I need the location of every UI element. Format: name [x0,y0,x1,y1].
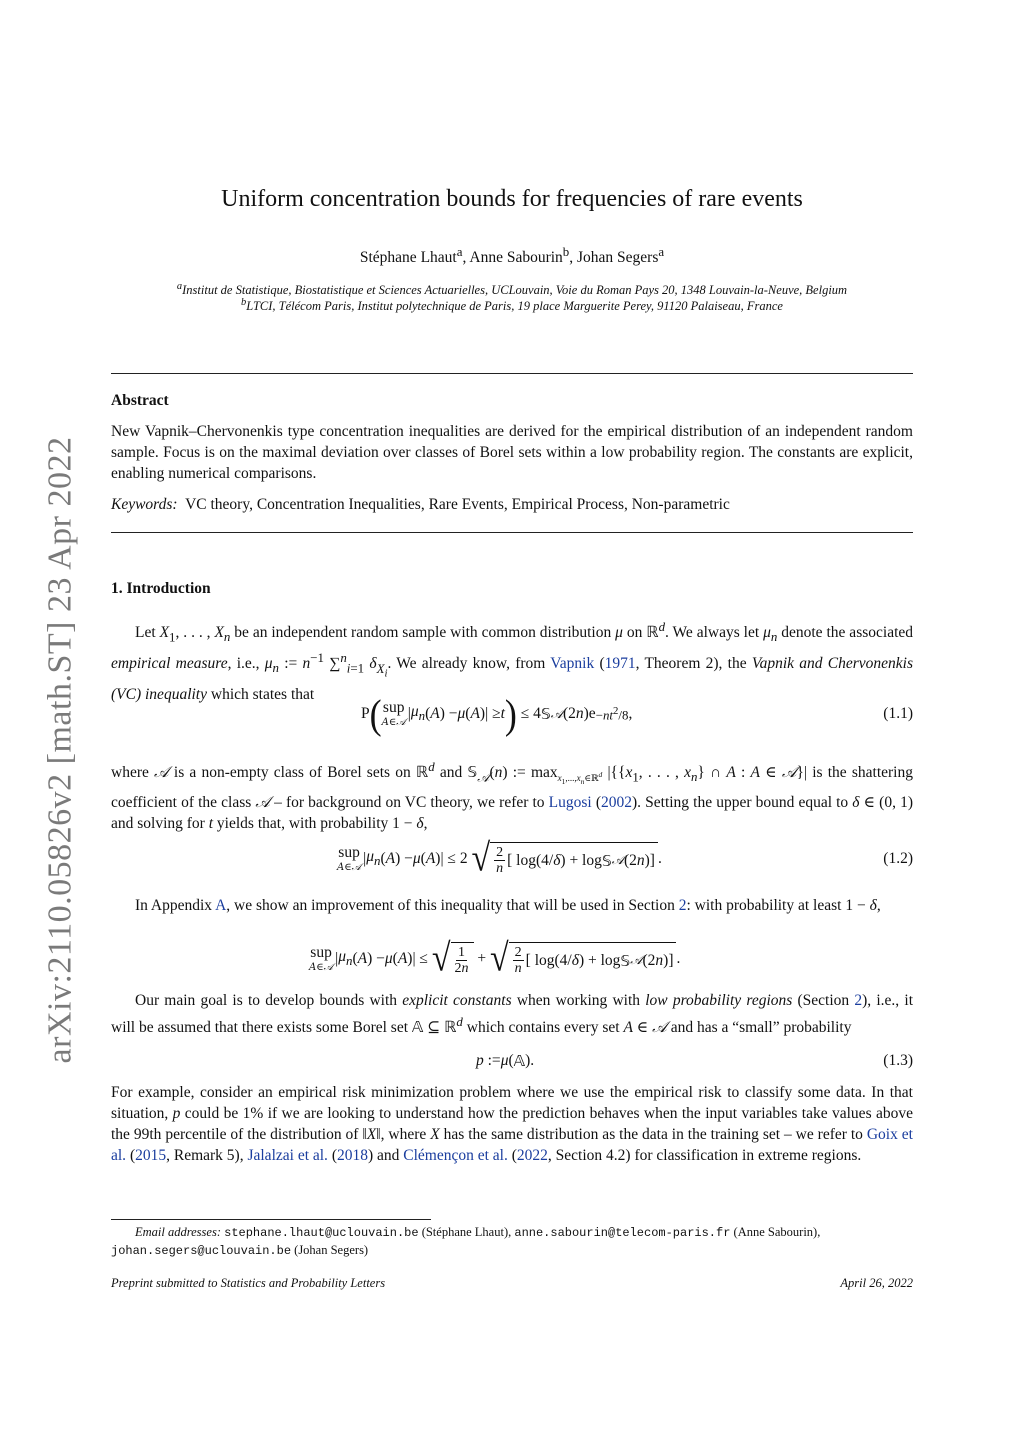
keywords-line [111,494,913,515]
intro-paragraph-5: For example, consider an empirical risk minimization problem where we use the empirical risk to classify some data. In that situation, p could be 1% if we are looking to understand how the prediction behaves when the input variables take values above the 99th percentile of the distribution of ‖X‖, where X has the same distribution as the data in the training set – we refer to Goix et al. (2015, Remark 5), Jalalzai et al. (2018) and Clémençon et al. (2022, Section 4.2) for classification in extreme regions. [111,1084,913,1164]
paper-title: Uniform concentration bounds for frequencies of rare events [221,186,803,212]
author-list: Stéphane Lhaut$^a$, Anne Sabourin$^b$, Johan Segers$^a$ [359,244,665,267]
citation-year-link[interactable]: 2002 [601,794,632,812]
equation-number: (1.2) [883,850,913,867]
email-link[interactable]: johan.segers@uclouvain.be [111,1244,292,1258]
intro-paragraph-2: where 𝒜 is a non-empty class of Borel sets on ℝ$^d$ and 𝕊$_𝒜$(n) := $\max_{x_1,...,x_n\in ℝ^d} |\{\{x_1$, . . . , $x_n$} ∩ A : A ∈ 𝒜}| is the shattering coefficient of the class 𝒜 – for background on VC theory, we refer to Lugosi (2002). Setting the upper bound equal to δ ∈ (0, 1) and solving for t yields that, with probability 1 − δ, [111,759,913,833]
footnote-rule [111,1219,431,1220]
affiliation-b: $^b$LTCI, Télécom Paris, Institut polytechnique de Paris, 19 place Marguerite Perey, 91120 Palaiseau, France [241,297,783,314]
equation-1-3: p := μ ( 𝔸 ). (1.3) [111,1038,913,1084]
email-link[interactable]: stephane.lhaut@uclouvain.be [224,1226,419,1240]
citation-link[interactable]: Goix et al. [111,1126,913,1164]
equation-1-1: P ( sup A∈𝒜 | $\mu_n$ ( A ) − μ ( A )| ≥ t ) ≤ 4 𝕊 𝒜 (2 n )e $-nt^2/8$ , (1.1) [361,691,913,737]
email-link[interactable]: anne.sabourin@telecom-paris.fr [514,1226,731,1240]
citation-link[interactable]: Jalalzai et al. [247,1147,328,1164]
equation-1-2: sup A∈𝒜 | $\mu_n$ ( A ) − μ ( A )| ≤ 2 √ $\frac{2}{n}$ [ log(4/ δ ) + log 𝕊 𝒜 (2 n )] . (1.2) [111,835,913,883]
citation-year-link[interactable]: 1971 [604,655,636,673]
citation-link[interactable]: Clémençon et al. [403,1147,508,1164]
citation-year-link[interactable]: 2022 [516,1147,548,1164]
intro-paragraph-1: Let $X_1$, . . . , $X_n$ be an independent random sample with common distribution μ on ℝ$^d$. We always let $\mu_n$ denote the associated empirical measure, i.e., $\mu_n$ := $n^{-1}$ ∑$^n_{i=1}$ $\delta_{X_i}$. We already know, from Vapnik (1971, Theorem 2), the Vapnik and Chervonenkis (VC) inequality which states that [111,619,914,704]
keywords-label: Keywords: [111,496,178,513]
preprint-date: April 26, 2022 [840,1276,913,1290]
author-name: Stéphane Lhaut [359,249,457,267]
abstract-text: New Vapnik–Chervonenkis type concentration inequalities are derived for the empirical distribution of an independent random sample. Focus is on the maximal deviation over classes of Borel sets within a low probability region. The constants are explicit, enabling numerical comparisons. [111,423,913,482]
preprint-footer [111,1276,913,1291]
equation-improved-bound: sup A∈𝒜 | $\mu_n$ ( A ) − μ ( A )| ≤ √ $\frac{1}{2n}$ + √ $\frac{2}{n}$ [ log(4/ δ ) + log 𝕊 𝒜 (2 n )] . [309,937,681,980]
author-name: Johan Segers [577,249,659,267]
section-link[interactable]: 2 [854,992,863,1009]
citation-link[interactable]: Lugosi [548,794,592,812]
abstract-bottom-rule [111,532,913,533]
intro-paragraph-4: Our main goal is to develop bounds with explicit constants when working with low probability regions (Section 2), i.e., it will be assumed that there exists some Borel set 𝔸 ⊆ ℝ$^d$ which contains every set A ∈ 𝒜 and has a “small” probability [111,992,913,1037]
preprint-note: Preprint submitted to Statistics and Probability Letters [111,1276,386,1290]
section-heading-introduction: 1. Introduction [111,580,211,597]
affiliation-a: $^a$Institut de Statistique, Biostatistique et Sciences Actuarielles, UCLouvain, Voie du Roman Pays 20, 1348 Louvain-la-Neuve, Belgium [176,281,848,298]
author-name: Anne Sabourin [469,249,563,267]
abstract-heading: Abstract [111,392,169,409]
citation-year-link[interactable]: 2015 [135,1147,167,1164]
section-link[interactable]: 2 [678,897,687,914]
arxiv-sidebar-stamp [34,430,86,1070]
abstract-top-rule [111,373,913,374]
citation-year-link[interactable]: 2018 [336,1147,368,1164]
footnote-emails: Email addresses: stephane.lhaut@uclouvain.be (Stéphane Lhaut), anne.sabourin@telecom-paris.fr (Anne Sabourin), johan.segers@uclouvain.be (Johan Segers) [111,1225,821,1258]
citation-link[interactable]: Vapnik [550,655,595,673]
equation-number: (1.3) [883,1052,913,1069]
appendix-link[interactable]: A [215,897,227,914]
intro-paragraph-3: In Appendix A, we show an improvement of this inequality that will be used in Section 2: with probability at least 1 − δ, [135,897,881,914]
arxiv-id: arXiv:2110.05826v2 [math.ST] 23 Apr 2022 [41,436,78,1064]
equation-number: (1.1) [883,705,913,722]
keywords-list: VC theory, Concentration Inequalities, Rare Events, Empirical Process, Non-parametric [185,496,730,513]
